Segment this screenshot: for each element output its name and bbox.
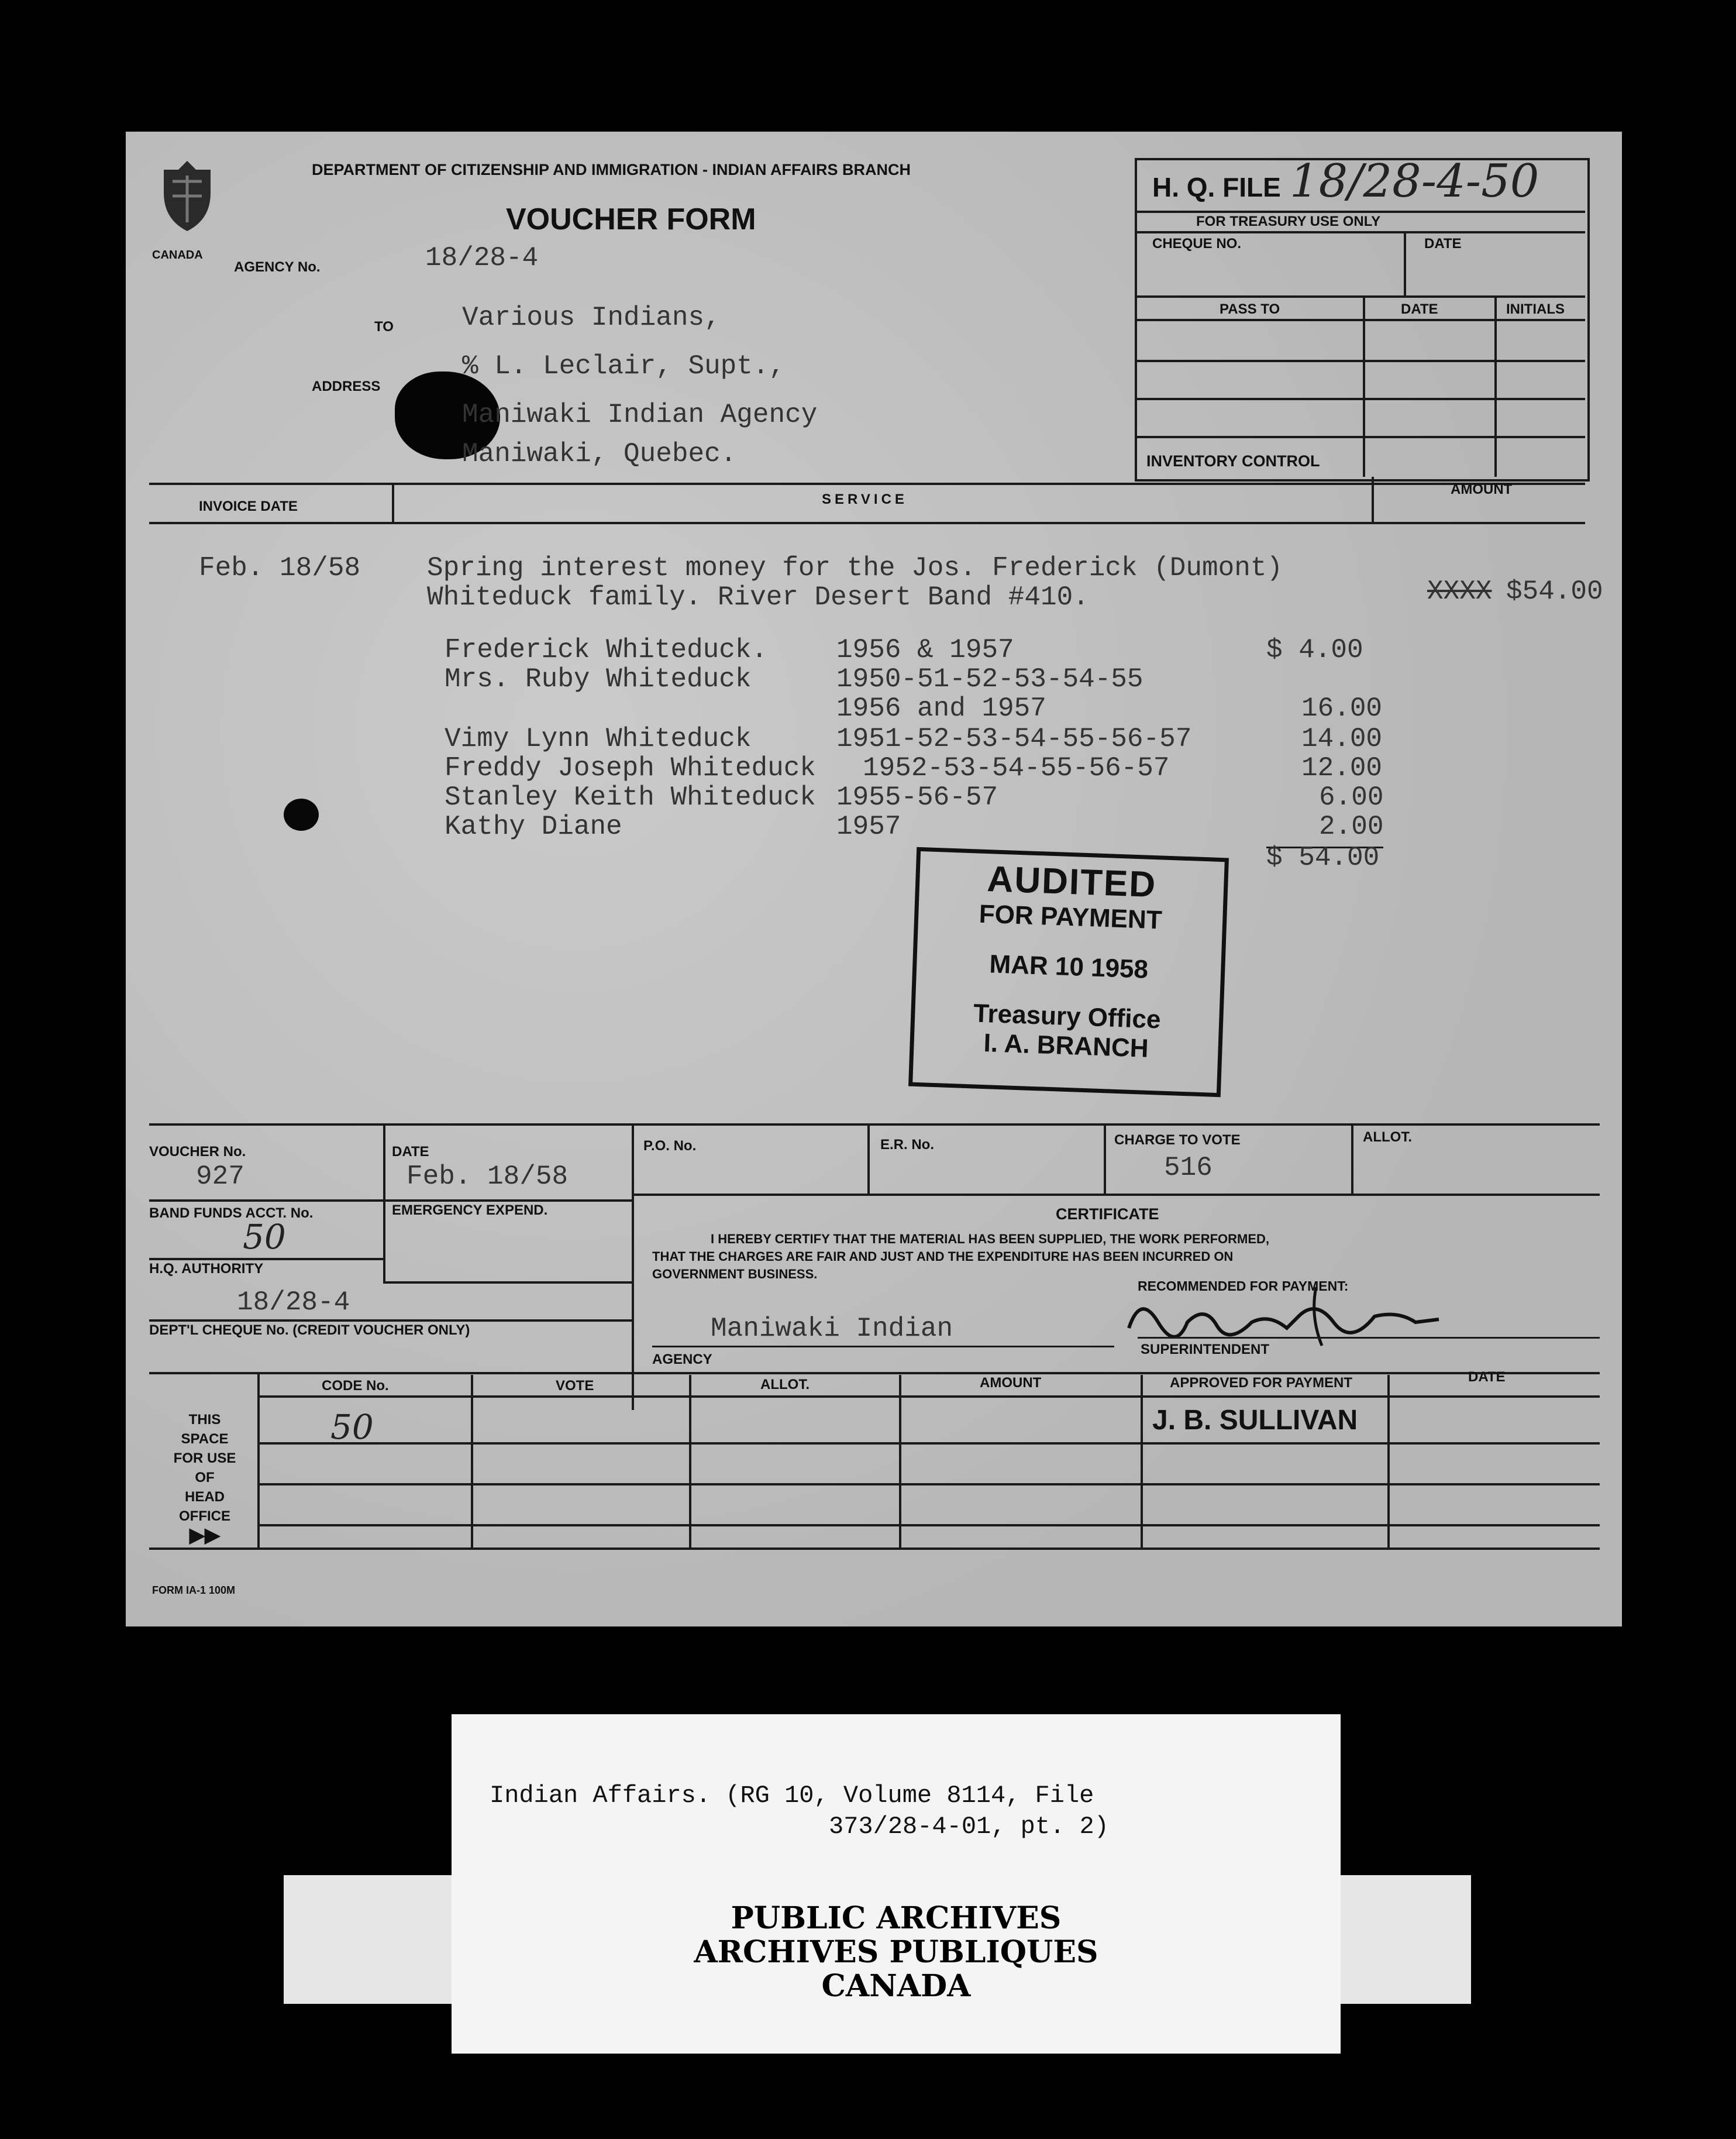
service-line-1: Spring interest money for the Jos. Frederick (Dumont) [427, 553, 1283, 583]
agency-value: Maniwaki Indian [711, 1313, 953, 1344]
entry-5-name: Freddy Joseph Whiteduck [445, 753, 816, 783]
entry-7-name: Kathy Diane [445, 811, 622, 842]
arrow-icon: ▶▶ [189, 1524, 221, 1546]
po-no-label: P.O. No. [643, 1138, 697, 1154]
entry-1-name: Frederick Whiteduck. [445, 635, 768, 665]
archive-line-3: CANADA [821, 1968, 971, 2004]
archive-line-1: PUBLIC ARCHIVES [731, 1900, 1062, 1936]
address-label: ADDRESS [312, 379, 381, 394]
certificate-title: CERTIFICATE [1056, 1205, 1159, 1223]
stamp-audited: AUDITED [986, 859, 1158, 906]
entry-6-amount: 6.00 [1319, 782, 1384, 813]
archive-line-2: ARCHIVES PUBLIQUES [694, 1934, 1098, 1970]
archive-stamp [452, 1901, 1341, 2003]
voucher-document [126, 132, 1622, 1626]
allot-label: ALLOT. [1363, 1129, 1412, 1145]
service-line-2: Whiteduck family. River Desert Band #410. [427, 582, 1089, 613]
service-header: SERVICE [822, 491, 908, 507]
hq-file-label: H. Q. FILE [1152, 172, 1281, 202]
head-office-note [161, 1410, 249, 1545]
entry-2-years: 1950-51-52-53-54-55 [836, 664, 1143, 694]
vote-label: VOTE [556, 1378, 594, 1394]
total-amount: $54.00 [1506, 576, 1603, 607]
payee-line-3: Maniwaki Indian Agency [462, 400, 818, 430]
hq-authority-value: 18/28-4 [237, 1287, 350, 1318]
approved-by: J. B. SULLIVAN [1152, 1405, 1358, 1436]
archive-reference-line-2: 373/28-4-01, pt. 2) [829, 1813, 1109, 1841]
initials-label: INITIALS [1506, 301, 1565, 317]
stamp-date: MAR 10 1958 [988, 950, 1149, 984]
head-office-line-1: THIS [188, 1412, 221, 1428]
entry-4-amount: 14.00 [1301, 724, 1383, 754]
stamp-treasury-office: Treasury Office [973, 999, 1162, 1034]
cheque-no-label: CHEQUE NO. [1152, 236, 1242, 252]
entry-6-years: 1955-56-57 [836, 782, 998, 813]
department-heading: DEPARTMENT OF CITIZENSHIP AND IMMIGRATION - INDIAN AFFAIRS BRANCH [312, 161, 911, 178]
archive-label-card [452, 1714, 1341, 2054]
entry-3-years: 1956 and 1957 [836, 693, 1046, 724]
form-number: FORM IA-1 100M [152, 1584, 236, 1596]
entry-7-years: 1957 [836, 811, 901, 842]
footer-date-value: Feb. 18/58 [407, 1161, 569, 1192]
voucher-no-label: VOUCHER No. [149, 1144, 246, 1160]
certificate-line-3: GOVERNMENT BUSINESS. [652, 1267, 818, 1281]
date-label-3: DATE [1468, 1369, 1506, 1385]
dept-cheque-label: DEPT'L CHEQUE No. (CREDIT VOUCHER ONLY) [149, 1322, 470, 1338]
country-label: CANADA [152, 249, 203, 262]
pass-date-label: DATE [1401, 301, 1438, 317]
recommended-label: RECOMMENDED FOR PAYMENT: [1138, 1278, 1349, 1294]
hq-file-number: 18/28-4-50 [1290, 155, 1539, 208]
total-struck: XXXX [1427, 576, 1492, 607]
voucher-no-value: 927 [196, 1161, 244, 1192]
head-office-line-3: FOR USE [173, 1450, 236, 1466]
head-office-line-4: OF [195, 1470, 215, 1485]
cheque-date-label: DATE [1424, 236, 1462, 252]
canada-coat-of-arms-icon [155, 158, 219, 234]
entry-4-years: 1951-52-53-54-55-56-57 [836, 724, 1192, 754]
stamp-for-payment: FOR PAYMENT [979, 899, 1163, 935]
head-office-line-2: SPACE [181, 1431, 229, 1447]
inventory-control-label: INVENTORY CONTROL [1146, 452, 1320, 470]
pass-to-label: PASS TO [1220, 301, 1280, 317]
agency-no-label: AGENCY No. [234, 259, 321, 275]
band-funds-label: BAND FUNDS ACCT. No. [149, 1205, 314, 1221]
punch-mark [284, 799, 319, 831]
invoice-date-value: Feb. 18/58 [199, 553, 361, 583]
charge-to-vote-label: CHARGE TO VOTE [1114, 1132, 1241, 1148]
band-funds-value: 50 [243, 1217, 286, 1257]
hq-authority-label: H.Q. AUTHORITY [149, 1261, 264, 1277]
entry-1-years: 1956 & 1957 [836, 635, 1014, 665]
archive-reference-line-1: Indian Affairs. (RG 10, Volume 8114, File [490, 1782, 1094, 1810]
form-title: VOUCHER FORM [506, 202, 756, 236]
amount-label-2: AMOUNT [980, 1375, 1042, 1391]
entry-4-name: Vimy Lynn Whiteduck [445, 724, 752, 754]
entry-5-amount: 12.00 [1301, 753, 1383, 783]
agency-no-value: 18/28-4 [425, 243, 539, 273]
head-office-line-6: OFFICE [179, 1508, 230, 1524]
footer-date-label: DATE [392, 1144, 429, 1160]
head-office-line-5: HEAD [184, 1489, 225, 1505]
certificate-line-2: THAT THE CHARGES ARE FAIR AND JUST AND THE EXPENDITURE HAS BEEN INCURRED ON [652, 1249, 1234, 1264]
certificate-line-1: I HEREBY CERTIFY THAT THE MATERIAL HAS BEEN SUPPLIED, THE WORK PERFORMED, [711, 1232, 1270, 1246]
entry-6-name: Stanley Keith Whiteduck [445, 782, 816, 813]
superintendent-label: SUPERINTENDENT [1141, 1342, 1270, 1357]
payee-line-1: Various Indians, [462, 302, 721, 333]
allot-label-2: ALLOT. [760, 1377, 810, 1392]
code-no-value: 50 [330, 1407, 374, 1447]
payee-line-4: Maniwaki, Quebec. [462, 439, 737, 469]
entry-3-amount: 16.00 [1301, 693, 1383, 724]
entry-5-years: 1952-53-54-55-56-57 [863, 753, 1170, 783]
entry-2-name: Mrs. Ruby Whiteduck [445, 664, 752, 694]
code-no-label: CODE No. [322, 1378, 389, 1394]
agency-footer-label: AGENCY [652, 1352, 712, 1367]
charge-to-vote-value: 516 [1164, 1153, 1213, 1183]
payee-line-2: % L. Leclair, Supt., [462, 351, 786, 381]
entry-7-amount: 2.00 [1319, 811, 1384, 842]
invoice-date-header: INVOICE DATE [199, 498, 298, 514]
emergency-expend-label: EMERGENCY EXPEND. [392, 1202, 548, 1218]
approved-label: APPROVED FOR PAYMENT [1170, 1375, 1353, 1391]
entry-1-amount: $ 4.00 [1266, 635, 1363, 665]
sum-total: $ 54.00 [1266, 842, 1380, 873]
audited-stamp [908, 847, 1229, 1097]
amount-header: AMOUNT [1451, 482, 1513, 497]
er-no-label: E.R. No. [880, 1137, 935, 1153]
stamp-branch: I. A. BRANCH [983, 1029, 1149, 1063]
treasury-use-label: FOR TREASURY USE ONLY [1196, 214, 1381, 229]
to-label: TO [374, 319, 394, 335]
